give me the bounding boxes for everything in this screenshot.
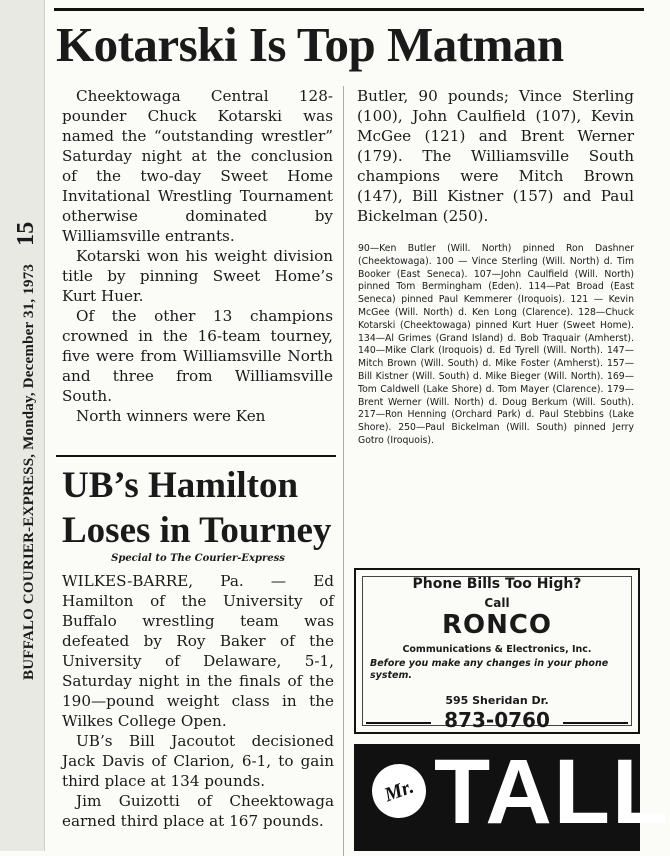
story-divider: [56, 455, 336, 457]
mr-tall-ad: [354, 741, 670, 851]
story2-headline-line2: Loses in Tourney: [62, 510, 332, 551]
ad-address: 595 Sheridan Dr.: [445, 694, 549, 707]
result-item: 140—Mike Clark (Iroquois) d. Ed Tyrell (Will. North).: [358, 345, 607, 357]
result-item: 100 — Vince Sterling (Will. North) d. Tim Booker (East Seneca).: [358, 255, 635, 280]
ad-rule-right: [563, 722, 628, 724]
result-item: 90—Ken Butler (Will. North) pinned Ron Dashner (Cheektowaga).: [358, 243, 634, 267]
story1-paragraph: Of the other 13 champions crowned in the 16-team tourney, five were from Williamsville North and three from Williamsville South.: [62, 307, 333, 405]
story1-column-right: [357, 86, 634, 226]
result-item: 134—Al Grimes (Grand Island) d. Bob Traquair (Amherst).: [358, 332, 634, 344]
result-item: 179—Brent Werner (Will. North) d. Doug Berkum (Will. South).: [358, 383, 634, 408]
ad-headline: Phone Bills Too High?: [412, 576, 582, 592]
result-item: 157—Bill Kistner (Will. South) d. Mike Bieger (Will. North).: [358, 358, 634, 382]
tall-wordmark: TALL: [434, 741, 670, 843]
folio-label: BUFFALO COURIER-EXPRESS, Monday, December 31, 1973: [21, 263, 37, 680]
page-folio: [13, 222, 40, 680]
ad-call: Call: [484, 596, 510, 610]
result-item: 114—Pat Broad (East Seneca) pinned Paul Kemmerer (Iroquois).: [358, 281, 634, 306]
ad-brand: RONCO: [441, 610, 553, 640]
story2-paragraph: WILKES-BARRE, Pa. — Ed Hamilton of the University of Buffalo wrestling team was defeated by Roy Baker of the University of Delaware, 5-1, Saturday night in the finals of the 190—pound weight class in the Wilkes College Open.: [62, 572, 334, 730]
story2-headline-line1: UB’s Hamilton: [62, 465, 299, 506]
story1-paragraph: Cheektowaga Central 128-pounder Chuck Kotarski was named the “outstanding wrestler” Saturday night at the conclusion of the two-day Sweet Home Invitational Wrestling Tournament otherwise dominated by Williamsville entrants.: [62, 87, 333, 245]
ad-phone: 873-0760: [444, 708, 550, 732]
margin-strip: [0, 0, 45, 851]
story2-byline: Special to The Courier-Express: [111, 553, 285, 564]
story2-column: [62, 571, 334, 831]
ad-subtitle: Communications & Electronics, Inc.: [402, 644, 592, 655]
result-item: 121 — Kevin McGee (Will. North) d. Ken Long (Clarence).: [358, 294, 634, 318]
ad-rule-left: [366, 722, 431, 724]
result-item: 217—Ron Henning (Orchard Park) d. Paul Stebbins (Lake Shore).: [358, 409, 634, 434]
story1-continuation: Butler, 90 pounds; Vince Sterling (100), John Caulfield (107), Kevin McGee (121) and Brent Werner (179). The Williamsville South champions were Mitch Brown (147), Bill Kistner (157) and Paul Bickelman (250).: [357, 87, 634, 225]
result-item: 147—Mitch Brown (Will. South) d. Mike Foster (Amherst).: [358, 345, 634, 370]
ad-message: Before you make any changes in your phone system.: [370, 658, 609, 681]
results-list: [358, 243, 634, 448]
result-item: 107—John Caulfield (Will. North) pinned Tom Bermingham (Eden).: [358, 268, 635, 293]
result-item: 128—Chuck Kotarski (Cheektowaga) pinned Kurt Huer (Sweet Home).: [358, 306, 634, 331]
story1-headline: Kotarski Is Top Matman: [56, 17, 564, 72]
story2-paragraph: UB’s Bill Jacoutot decisioned Jack Davis of Clarion, 6-1, to gain third place at 134 pounds.: [62, 732, 334, 790]
story1-paragraph: North winners were Ken: [76, 407, 266, 425]
mr-logo: Mr.: [364, 756, 433, 825]
story2-paragraph: Jim Guizotti of Cheektowaga earned third place at 167 pounds.: [62, 792, 334, 830]
top-rule: [54, 8, 644, 11]
page-number: 15: [13, 221, 39, 246]
story2-headline: [62, 463, 347, 553]
ronco-ad: [354, 568, 640, 734]
story1-paragraph: Kotarski won his weight division title by pinning Sweet Home’s Kurt Huer.: [62, 247, 333, 305]
result-item: 250—Paul Bickelman (Will. South) pinned Jerry Gotro (Iroquois).: [358, 422, 634, 446]
result-item: 169—Tom Caldwell (Lake Shore) d. Tom Mayer (Clarence).: [358, 370, 634, 395]
story1-column-left: [62, 86, 333, 426]
